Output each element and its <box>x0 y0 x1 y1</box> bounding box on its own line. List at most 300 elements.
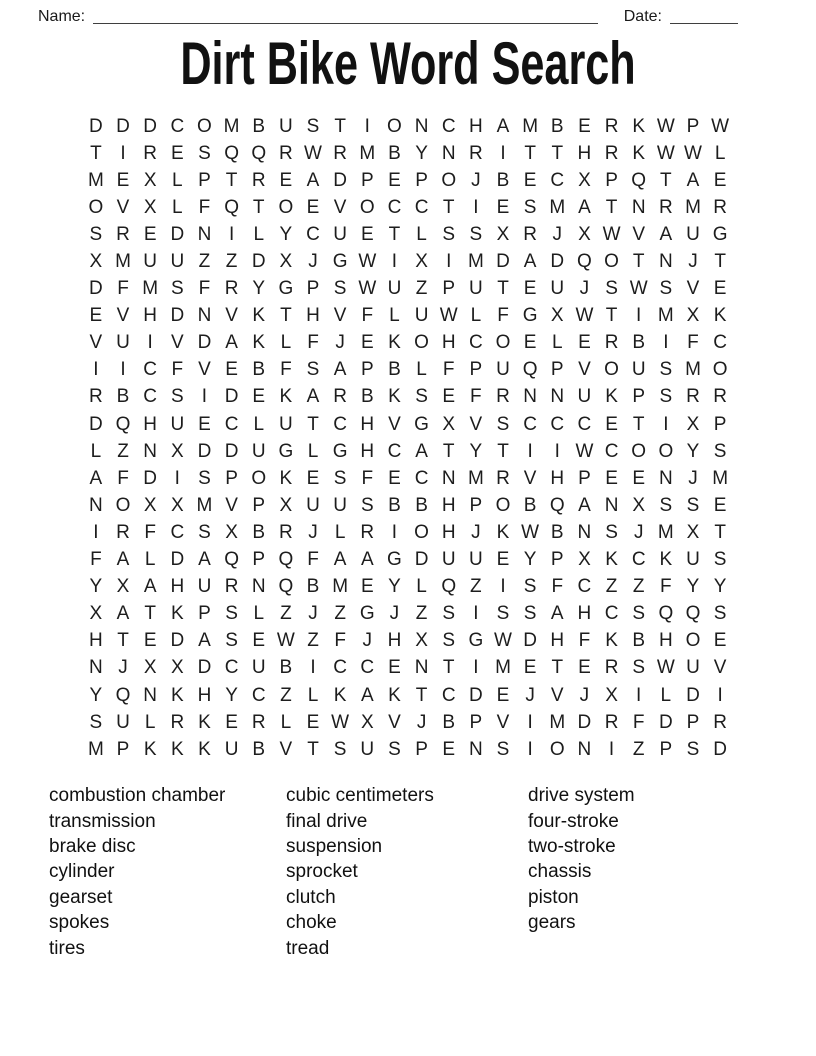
grid-letter: I <box>500 142 506 164</box>
grid-letter: F <box>198 196 211 218</box>
grid-letter: A <box>116 549 130 571</box>
grid-letter: J <box>308 251 318 273</box>
word-list-item: drive system <box>528 785 635 807</box>
grid-letter: C <box>441 684 456 706</box>
grid-letter: U <box>468 549 483 571</box>
grid-letter: W <box>602 223 621 245</box>
grid-letter: C <box>713 332 727 354</box>
grid-letter: R <box>658 196 673 218</box>
grid-letter: F <box>280 359 292 381</box>
grid-letter: F <box>687 332 699 354</box>
grid-letter: F <box>171 359 184 381</box>
grid-letter: U <box>414 305 429 327</box>
grid-letter: Y <box>523 549 537 571</box>
grid-letter: D <box>197 440 212 462</box>
grid-letter: T <box>551 657 564 679</box>
grid-letter: Q <box>549 494 565 516</box>
grid-letter: K <box>198 738 211 760</box>
grid-letter: J <box>552 223 563 245</box>
grid-letter: B <box>252 521 266 543</box>
grid-letter: Y <box>279 223 293 245</box>
word-search-grid <box>0 113 816 763</box>
grid-letter: S <box>415 386 428 408</box>
grid-letter: I <box>608 738 615 760</box>
grid-letter: L <box>470 305 482 327</box>
grid-letter: F <box>497 305 509 327</box>
grid-letter: J <box>579 278 590 300</box>
grid-letter: T <box>388 223 401 245</box>
grid-letter: R <box>89 386 103 408</box>
grid-letter: F <box>90 549 102 571</box>
grid-letter: N <box>414 115 429 137</box>
grid-letter: J <box>308 521 318 543</box>
grid-letter: T <box>714 251 726 273</box>
grid-letter: A <box>578 196 591 218</box>
grid-letter: H <box>197 684 212 706</box>
grid-letter: U <box>251 657 266 679</box>
grid-letter: B <box>252 738 266 760</box>
grid-letter: K <box>632 115 646 137</box>
grid-letter: C <box>468 332 483 354</box>
grid-letter: E <box>360 332 374 354</box>
grid-letter: X <box>116 576 130 598</box>
grid-letter: F <box>307 549 319 571</box>
grid-letter: R <box>333 142 348 164</box>
grid-letter: Z <box>280 603 292 625</box>
grid-letter: R <box>496 467 510 489</box>
grid-letter: U <box>550 278 565 300</box>
grid-letter: J <box>308 603 318 625</box>
grid-letter: I <box>527 711 533 733</box>
grid-letter: E <box>605 413 618 435</box>
grid-letter: J <box>633 521 644 543</box>
grid-letter: X <box>225 521 238 543</box>
grid-letter: V <box>225 305 238 327</box>
grid-letter: U <box>360 738 375 760</box>
grid-letter: F <box>117 278 129 300</box>
grid-letter: W <box>331 711 350 733</box>
grid-letter: Z <box>225 251 238 273</box>
grid-letter: E <box>496 549 510 571</box>
grid-letter: F <box>361 467 374 489</box>
grid-letter: U <box>468 278 483 300</box>
grid-letter: Y <box>225 684 238 706</box>
grid-letter: V <box>469 413 483 435</box>
grid-letter: A <box>550 603 564 625</box>
grid-letter: W <box>629 278 648 300</box>
grid-letter: Z <box>117 440 129 462</box>
grid-letter: D <box>414 549 429 571</box>
grid-letter: C <box>170 115 185 137</box>
grid-letter: S <box>442 223 456 245</box>
grid-letter: B <box>388 494 401 516</box>
grid-letter: C <box>523 413 537 435</box>
grid-letter: V <box>550 684 564 706</box>
word-list-item: suspension <box>286 836 383 858</box>
grid-letter: C <box>441 115 456 137</box>
grid-letter: Q <box>278 576 294 598</box>
grid-letter: U <box>279 413 293 435</box>
grid-letter: I <box>93 521 99 543</box>
grid-letter: R <box>604 115 619 137</box>
word-list-item: chassis <box>528 861 592 883</box>
grid-letter: G <box>468 630 484 652</box>
grid-letter: Q <box>631 169 647 191</box>
grid-letter: X <box>686 521 700 543</box>
grid-letter: T <box>632 251 645 273</box>
grid-letter: Y <box>89 576 103 598</box>
grid-letter: Z <box>415 278 428 300</box>
grid-letter: M <box>685 359 701 381</box>
grid-letter: R <box>224 576 239 598</box>
grid-letter: S <box>388 738 401 760</box>
grid-letter: R <box>604 142 619 164</box>
word-list-item: two-stroke <box>528 836 616 858</box>
grid-letter: R <box>713 711 727 733</box>
grid-letter: A <box>333 359 347 381</box>
grid-letter: I <box>500 576 506 598</box>
grid-letter: V <box>170 332 184 354</box>
grid-letter: P <box>686 115 700 137</box>
grid-letter: E <box>360 576 374 598</box>
grid-letter: A <box>198 549 211 571</box>
grid-letter: K <box>605 549 618 571</box>
grid-letter: J <box>389 603 400 625</box>
grid-letter: E <box>523 169 537 191</box>
grid-letter: W <box>575 305 594 327</box>
grid-letter: P <box>469 359 483 381</box>
grid-letter: C <box>550 169 565 191</box>
grid-letter: A <box>360 549 374 571</box>
grid-letter: I <box>717 684 723 706</box>
grid-letter: I <box>527 738 533 760</box>
grid-letter: L <box>280 332 292 354</box>
grid-letter: S <box>496 603 510 625</box>
grid-letter: W <box>358 278 377 300</box>
grid-letter: Z <box>198 251 211 273</box>
grid-letter: N <box>658 251 673 273</box>
grid-letter: M <box>115 251 131 273</box>
grid-letter: D <box>170 630 185 652</box>
grid-letter: L <box>253 413 265 435</box>
grid-letter: C <box>604 603 619 625</box>
grid-letter: W <box>439 305 458 327</box>
grid-letter: X <box>415 251 428 273</box>
grid-letter: N <box>143 684 158 706</box>
grid-letter: Z <box>280 684 292 706</box>
grid-letter: E <box>605 467 618 489</box>
grid-letter: M <box>467 251 484 273</box>
grid-letter: Z <box>632 576 645 598</box>
grid-letter: Z <box>605 576 618 598</box>
grid-letter: H <box>306 305 320 327</box>
date-blank-line <box>670 22 738 24</box>
grid-letter: E <box>143 223 157 245</box>
grid-letter: E <box>116 169 130 191</box>
grid-letter: T <box>442 440 455 462</box>
grid-letter: S <box>170 278 184 300</box>
grid-letter: W <box>304 142 322 164</box>
grid-letter: S <box>469 223 483 245</box>
grid-letter: S <box>605 521 618 543</box>
grid-letter: G <box>332 251 348 273</box>
grid-letter: L <box>416 576 427 598</box>
grid-letter: M <box>142 278 159 300</box>
grid-letter: U <box>251 440 266 462</box>
grid-letter: V <box>225 494 238 516</box>
grid-letter: T <box>632 413 645 435</box>
grid-letter: T <box>442 196 455 218</box>
grid-letter: N <box>143 440 158 462</box>
grid-letter: M <box>685 196 701 218</box>
word-list-column <box>528 783 635 961</box>
grid-letter: G <box>414 413 429 435</box>
grid-letter: F <box>578 630 591 652</box>
grid-letter: E <box>306 711 320 733</box>
grid-letter: V <box>333 305 347 327</box>
grid-letter: S <box>360 494 374 516</box>
grid-letter: W <box>521 521 540 543</box>
grid-letter: P <box>306 278 320 300</box>
grid-letter: T <box>415 684 428 706</box>
grid-letter: S <box>89 711 103 733</box>
word-list-item: gearset <box>49 886 113 908</box>
grid-letter: U <box>143 251 158 273</box>
grid-letter: H <box>550 467 565 489</box>
grid-letter: H <box>441 332 456 354</box>
grid-letter: E <box>89 305 103 327</box>
grid-letter: Z <box>307 630 319 652</box>
date-label: Date: <box>623 8 662 25</box>
grid-letter: H <box>89 630 103 652</box>
grid-letter: R <box>279 521 293 543</box>
grid-letter: R <box>279 142 293 164</box>
grid-letter: I <box>473 603 479 625</box>
grid-letter: E <box>388 657 401 679</box>
grid-letter: D <box>170 305 185 327</box>
grid-letter: W <box>276 630 295 652</box>
grid-letter: N <box>197 223 212 245</box>
grid-letter: A <box>496 115 510 137</box>
grid-letter: O <box>685 630 701 652</box>
grid-letter: D <box>686 684 700 706</box>
grid-letter: O <box>278 196 294 218</box>
word-list <box>49 783 816 961</box>
grid-letter: O <box>251 467 267 489</box>
grid-letter: Y <box>469 440 483 462</box>
word-list-item: brake disc <box>49 836 136 858</box>
grid-letter: T <box>442 657 455 679</box>
grid-letter: N <box>251 576 266 598</box>
grid-letter: I <box>663 413 669 435</box>
grid-letter: L <box>660 684 672 706</box>
grid-letter: M <box>87 738 104 760</box>
grid-letter: B <box>388 142 401 164</box>
grid-letter: P <box>252 549 266 571</box>
grid-letter: O <box>495 494 511 516</box>
grid-letter: V <box>388 413 401 435</box>
grid-letter: M <box>522 115 539 137</box>
grid-letter: N <box>414 657 429 679</box>
grid-letter: I <box>391 521 398 543</box>
grid-letter: Q <box>522 359 538 381</box>
grid-letter: K <box>252 332 266 354</box>
grid-letter: D <box>658 711 673 733</box>
grid-letter: F <box>334 630 346 652</box>
grid-letter: T <box>497 440 509 462</box>
word-list-item: tires <box>49 937 85 959</box>
grid-letter: E <box>496 684 510 706</box>
grid-letter: G <box>278 278 294 300</box>
grid-letter: V <box>388 711 401 733</box>
grid-letter: D <box>333 169 348 191</box>
grid-letter: W <box>656 115 675 137</box>
grid-letter: G <box>387 549 402 571</box>
grid-letter: K <box>279 386 293 408</box>
grid-letter: P <box>252 494 266 516</box>
grid-letter: T <box>90 142 102 164</box>
grid-letter: U <box>170 413 185 435</box>
grid-letter: N <box>197 305 212 327</box>
grid-letter: S <box>442 603 456 625</box>
grid-letter: D <box>143 467 158 489</box>
grid-letter: Y <box>415 142 428 164</box>
grid-letter: E <box>225 359 238 381</box>
grid-letter: W <box>711 115 730 137</box>
grid-letter: I <box>228 223 235 245</box>
grid-letter: B <box>550 115 564 137</box>
grid-letter: R <box>251 169 266 191</box>
word-list-item: sprocket <box>286 861 358 883</box>
grid-letter: R <box>713 196 727 218</box>
grid-letter: U <box>197 576 212 598</box>
grid-letter: T <box>551 142 564 164</box>
grid-letter: A <box>415 440 428 462</box>
grid-letter: Q <box>115 684 131 706</box>
grid-letter: P <box>605 169 618 191</box>
grid-letter: C <box>333 657 348 679</box>
grid-letter: F <box>551 576 564 598</box>
grid-letter: Q <box>577 251 592 273</box>
grid-letter: S <box>496 413 510 435</box>
grid-letter: I <box>446 251 452 273</box>
grid-letter: P <box>442 278 456 300</box>
grid-letter: H <box>360 440 375 462</box>
grid-letter: W <box>575 440 594 462</box>
grid-letter: V <box>279 738 293 760</box>
grid-letter: S <box>198 467 211 489</box>
grid-letter: O <box>414 332 429 354</box>
grid-letter: V <box>632 223 646 245</box>
grid-letter: S <box>659 386 673 408</box>
grid-letter: O <box>604 359 619 381</box>
grid-letter: U <box>631 359 646 381</box>
grid-letter: K <box>388 386 401 408</box>
grid-letter: N <box>89 494 103 516</box>
grid-letter: E <box>360 223 374 245</box>
grid-letter: E <box>279 169 293 191</box>
grid-letter: C <box>604 440 619 462</box>
word-list-item: spokes <box>49 912 110 934</box>
grid-letter: X <box>686 305 700 327</box>
grid-letter: R <box>170 711 185 733</box>
grid-letter: B <box>279 657 293 679</box>
word-list-item: piston <box>528 886 579 908</box>
grid-letter: B <box>550 521 564 543</box>
grid-letter: X <box>170 657 184 679</box>
grid-letter: F <box>632 711 645 733</box>
grid-letter: U <box>441 549 456 571</box>
grid-letter: D <box>550 251 565 273</box>
grid-letter: L <box>253 603 265 625</box>
grid-letter: X <box>605 684 618 706</box>
grid-letter: M <box>495 657 511 679</box>
grid-letter: S <box>225 630 238 652</box>
grid-letter: U <box>116 711 130 733</box>
grid-letter: E <box>713 630 727 652</box>
grid-letter: E <box>306 467 320 489</box>
grid-letter: X <box>360 711 374 733</box>
grid-letter: H <box>143 413 158 435</box>
grid-letter: G <box>278 440 294 462</box>
grid-letter: X <box>415 630 428 652</box>
grid-letter: R <box>496 386 510 408</box>
grid-letter: S <box>198 142 211 164</box>
grid-letter: T <box>334 115 346 137</box>
grid-letter: P <box>550 549 564 571</box>
grid-letter: E <box>252 386 266 408</box>
grid-letter: K <box>388 684 401 706</box>
grid-letter: A <box>523 251 537 273</box>
grid-letter: S <box>632 657 646 679</box>
grid-letter: E <box>388 169 401 191</box>
grid-letter: O <box>441 169 457 191</box>
grid-letter: D <box>170 223 185 245</box>
grid-letter: Y <box>713 576 727 598</box>
grid-letter: P <box>198 169 211 191</box>
grid-letter: E <box>632 467 646 489</box>
grid-letter: E <box>143 630 157 652</box>
grid-letter: B <box>252 115 266 137</box>
grid-letter: K <box>713 305 727 327</box>
grid-letter: O <box>387 115 402 137</box>
grid-letter: E <box>713 494 727 516</box>
grid-letter: U <box>496 359 510 381</box>
grid-letter: K <box>333 684 347 706</box>
grid-letter: N <box>658 467 673 489</box>
grid-letter: X <box>143 169 157 191</box>
word-list-item: choke <box>286 912 337 934</box>
grid-letter: C <box>143 359 158 381</box>
grid-letter: G <box>359 603 375 625</box>
grid-letter: U <box>116 332 130 354</box>
grid-letter: H <box>577 142 592 164</box>
grid-letter: H <box>441 494 456 516</box>
grid-letter: E <box>713 278 727 300</box>
grid-letter: S <box>713 440 727 462</box>
grid-letter: W <box>684 142 702 164</box>
grid-letter: M <box>87 169 104 191</box>
grid-letter: R <box>713 386 727 408</box>
grid-letter: R <box>143 142 158 164</box>
grid-letter: C <box>224 413 239 435</box>
grid-letter: E <box>713 169 727 191</box>
grid-letter: P <box>198 603 211 625</box>
grid-letter: Y <box>686 576 700 598</box>
grid-letter: Z <box>415 603 428 625</box>
grid-letter: M <box>223 115 240 137</box>
grid-letter: S <box>713 549 727 571</box>
